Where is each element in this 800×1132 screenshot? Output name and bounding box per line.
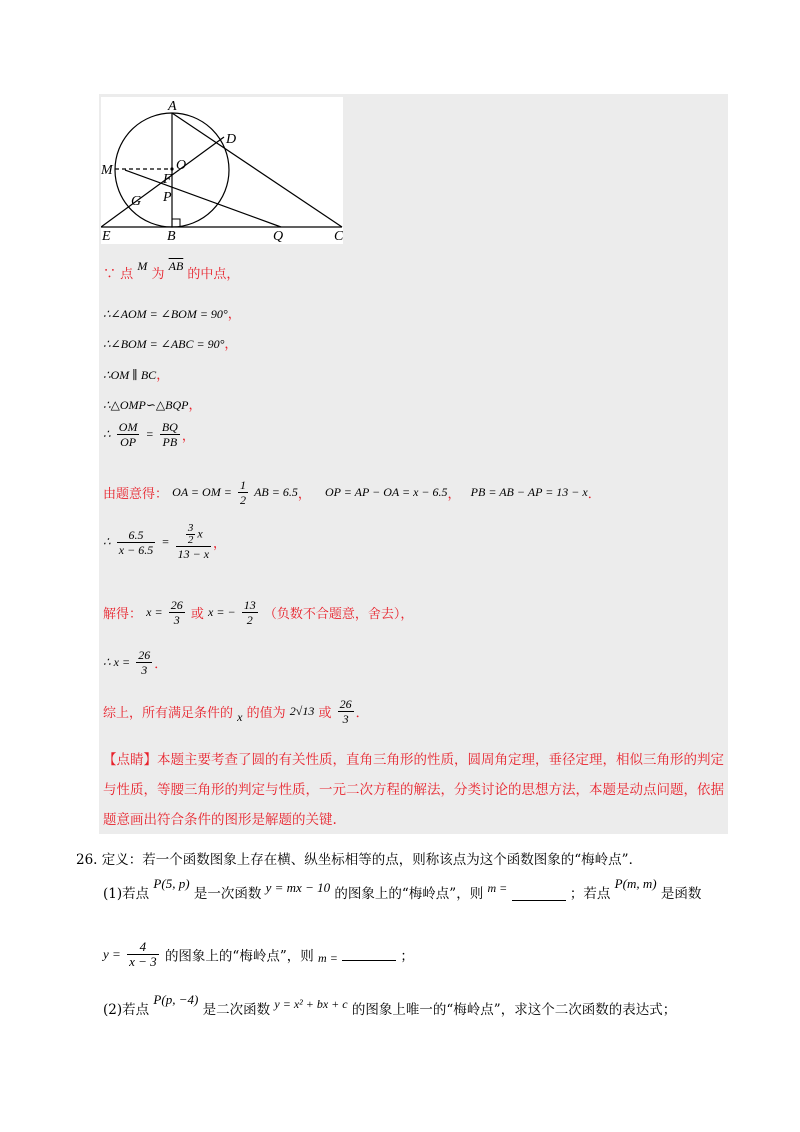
question-part-1	[103, 876, 702, 902]
math-arc-AB: $\overline{AB}$	[168, 259, 184, 273]
label-P: P	[163, 190, 172, 205]
fraction-BQ-PB: $\frac{BQ}{PB}$	[161, 420, 178, 449]
text: (1)若点	[103, 886, 150, 902]
fraction-26-3: $\frac{26}{3}$	[170, 598, 183, 627]
math-expression: P(p, −4)	[153, 992, 199, 1007]
text: 的图象上唯一的“梅岭点”，求这个二次函数的表达式；	[351, 1002, 677, 1018]
fraction-13-2: $\frac{13}{2}$	[243, 598, 256, 627]
text: 的图象上的“梅岭点”，则	[164, 948, 314, 965]
math-expression: P(m, m)	[614, 876, 657, 891]
math-expression: ∴ x =	[103, 655, 131, 669]
math-expression: ∴△OMP∽△BQP	[103, 398, 189, 412]
solution-line-5	[103, 394, 201, 413]
math-expression: x = −	[208, 605, 236, 619]
text: （负数不合题意，舍去），	[263, 607, 414, 622]
label-B: B	[167, 229, 176, 244]
text: 定义：若一个函数图象上存在横、纵坐标相等的点，则称该点为这个函数图象的“梅岭点”．	[101, 852, 643, 868]
fraction-26-3: $\frac{26}{3}$	[138, 648, 151, 677]
question-part-1-cont	[103, 940, 414, 969]
solution-line-10	[103, 648, 167, 677]
geometry-diagram	[101, 97, 343, 244]
math-expression: OA = OM =	[172, 485, 232, 499]
fraction-6-5: $\frac{6.5}{x - 6.5}$	[118, 527, 154, 557]
answer-blank-2[interactable]	[342, 948, 396, 961]
solution-line-7	[103, 478, 601, 507]
math-x: x	[237, 710, 243, 724]
answer-blank-1[interactable]	[512, 888, 566, 901]
math-expression: m =	[318, 951, 338, 965]
text: 是二次函数	[202, 1002, 271, 1018]
question-number: 26.	[76, 852, 98, 868]
text: 或	[190, 607, 204, 622]
fraction-4-over-x-3: $\frac{4}{x - 3}$	[129, 939, 157, 969]
comma: ，	[188, 398, 202, 413]
math-expression: m =	[487, 881, 508, 895]
fraction-26-3: $\frac{26}{3}$	[339, 697, 352, 726]
text: 由题意得：	[103, 487, 169, 502]
therefore: ∴	[103, 427, 111, 441]
comma: ，	[181, 429, 195, 444]
therefore: ∴	[103, 534, 111, 549]
label-Q: Q	[273, 229, 284, 244]
text: 的值为	[246, 706, 286, 721]
math-expression: x =	[146, 605, 163, 619]
text: 综上，所有满足条件的	[103, 706, 234, 721]
period: ．	[355, 706, 369, 721]
solution-line-1	[103, 259, 240, 282]
comma: ，	[224, 337, 238, 352]
label-D: D	[226, 132, 237, 147]
math-expression: P(5, p)	[153, 876, 190, 891]
math-M: M	[137, 259, 148, 273]
solution-line-9	[103, 598, 413, 627]
solution-line-4	[103, 364, 169, 383]
math-expression: PB = AB − AP = 13 − x	[470, 485, 588, 499]
math-expression: y = x² + bx + c	[274, 997, 348, 1011]
solution-line-3	[103, 333, 237, 352]
geometry-figure	[101, 97, 343, 244]
solution-line-2	[103, 303, 241, 322]
fraction-one-half: $\frac{1}{2}$	[239, 478, 246, 507]
math-expression: AB = 6.5	[254, 485, 298, 499]
text: ；若点	[569, 886, 611, 902]
text: 的中点，	[187, 267, 240, 282]
math-expression: ∴∠AOM = ∠BOM = 90°	[103, 307, 228, 321]
label-M: M	[101, 163, 113, 178]
because-symbol: ∵	[103, 267, 117, 282]
comma: ，	[227, 307, 241, 322]
comma: ，	[297, 487, 311, 502]
math-expression: y =	[103, 946, 121, 962]
comma: ，	[156, 368, 170, 383]
question-definition	[76, 848, 642, 868]
text: 的图象上的“梅岭点”，则	[334, 886, 484, 902]
fraction-OM-OP: $\frac{OM}{OP}$	[118, 420, 138, 449]
solution-line-8: ∴ $\frac{6.5}{x - 6.5}$ = $\frac{3}{2}$ x 13 − x ，	[103, 522, 227, 561]
text: 点	[120, 267, 134, 282]
math-expression: OP = AP − OA = x − 6.5	[325, 485, 448, 499]
text: 解得：	[103, 607, 143, 622]
period: ．	[587, 487, 601, 502]
text: 或	[318, 706, 332, 721]
label-A: A	[168, 99, 177, 114]
solution-line-6: ∴ $\frac{OM}{OP}$ = $\frac{BQ}{PB}$ ，	[103, 420, 195, 449]
comment-paragraph: 【点睛】本题主要考查了圆的有关性质，直角三角形的性质，圆周角定理，垂径定理，相似三角形的判定与性质，等腰三角形的判定与性质，一元二次方程的解法，分类讨论的思想方法，本题是动点问题，依据题意画出符合条件的图形是解题的关键.	[103, 752, 724, 828]
label-F: F	[163, 172, 172, 187]
math-expression: y = mx − 10	[265, 880, 331, 895]
math-expression: ∴OM ∥ BC	[103, 368, 157, 382]
comma: ，	[447, 487, 461, 502]
label-E: E	[102, 229, 111, 244]
label-G: G	[131, 194, 142, 209]
question-part-2	[103, 992, 677, 1018]
text: (2)若点	[103, 1002, 150, 1018]
period: ．	[154, 657, 168, 672]
text: ；	[400, 948, 414, 965]
label-O: O	[176, 158, 187, 173]
text: 为	[151, 267, 165, 282]
text: 是函数	[660, 886, 702, 902]
label-C: C	[334, 229, 343, 244]
fraction-nested: $\frac{3}{2}$ x 13 − x	[177, 522, 210, 561]
text: 是一次函数	[193, 886, 262, 902]
solution-line-11	[103, 697, 369, 726]
comma: ，	[213, 536, 227, 552]
math-expression: ∴∠BOM = ∠ABC = 90°	[103, 337, 225, 351]
math-expression: 2√13	[289, 704, 315, 718]
